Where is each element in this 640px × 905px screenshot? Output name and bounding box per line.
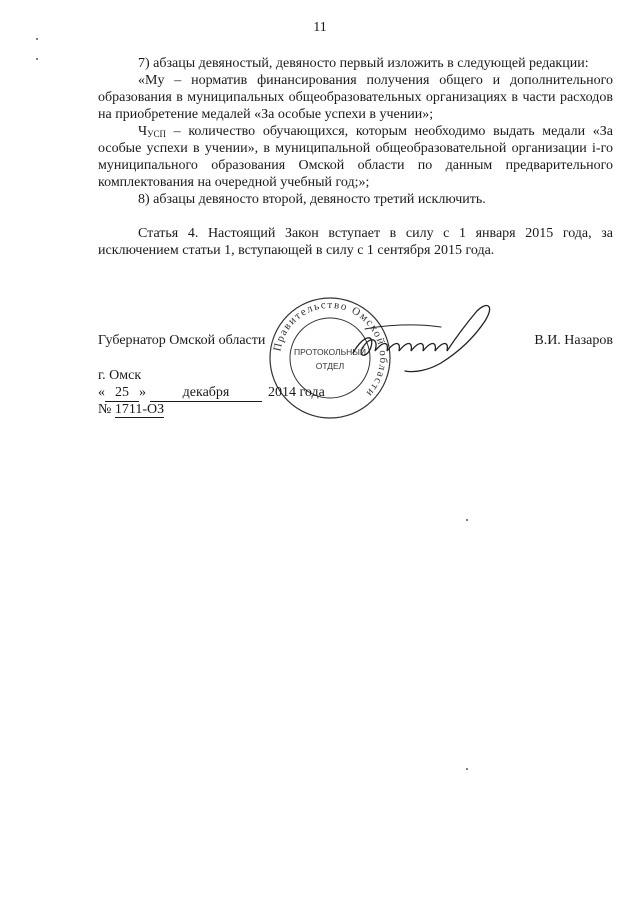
paragraph-article-4: Статья 4. Настоящий Закон вступает в силу с 1 января 2015 года, за исключением статьи 1, вступающей в силу с 1 сентября 2015 года. <box>98 226 613 258</box>
stamp-ring-text: Правительство Омской области <box>271 298 390 400</box>
governor-label: Губернатор Омской области <box>98 333 266 348</box>
date-open-quote: « <box>98 385 105 400</box>
date-close-quote: » <box>139 385 146 400</box>
governor-name: В.И. Назаров <box>534 333 613 348</box>
chusp-text: – количество обучающихся, которым необходимо выдать медали «За особые успехи в учении», в муниципальной общеобразовательной организации i-го муниципального образования Омской области по данным предварительного комплектования на очередной учебный год;»; <box>98 124 613 190</box>
document-body <box>98 55 613 259</box>
scan-speck <box>36 38 38 40</box>
page-number: 11 <box>313 20 327 35</box>
paragraph-chusp-definition <box>98 123 613 191</box>
stamp-center-line2: ОТДЕЛ <box>315 361 345 371</box>
paragraph-item-8: 8) абзацы девяносто второй, девяносто третий исключить. <box>138 192 486 207</box>
chusp-subscript: УСП <box>147 129 166 139</box>
scan-speck <box>36 58 38 60</box>
paragraph-my-definition: «Mу – норматив финансирования получения общего и дополнительного образования в муниципальных общеобразовательных организациях в части расходов на приобретение медалей «За особые успехи в учении»; <box>98 73 613 122</box>
signing-date <box>98 385 325 402</box>
number-value: 1711-ОЗ <box>114 402 165 417</box>
paragraph-gap <box>98 208 613 225</box>
date-year: 2014 года <box>268 385 325 400</box>
scan-speck <box>466 768 468 770</box>
city-label: г. Омск <box>98 368 142 383</box>
number-prefix: № <box>98 402 112 417</box>
paragraph-item-7: 7) абзацы девяностый, девяносто первый изложить в следующей редакции: <box>138 56 589 71</box>
chusp-symbol: Ч <box>138 124 148 139</box>
scan-speck <box>466 519 468 521</box>
law-number <box>98 402 164 418</box>
date-day: 25 <box>105 385 139 402</box>
handwritten-signature <box>345 295 505 380</box>
stamp-center-line1: ПРОТОКОЛЬНЫЙ <box>294 347 366 357</box>
date-month: декабря <box>150 385 262 402</box>
